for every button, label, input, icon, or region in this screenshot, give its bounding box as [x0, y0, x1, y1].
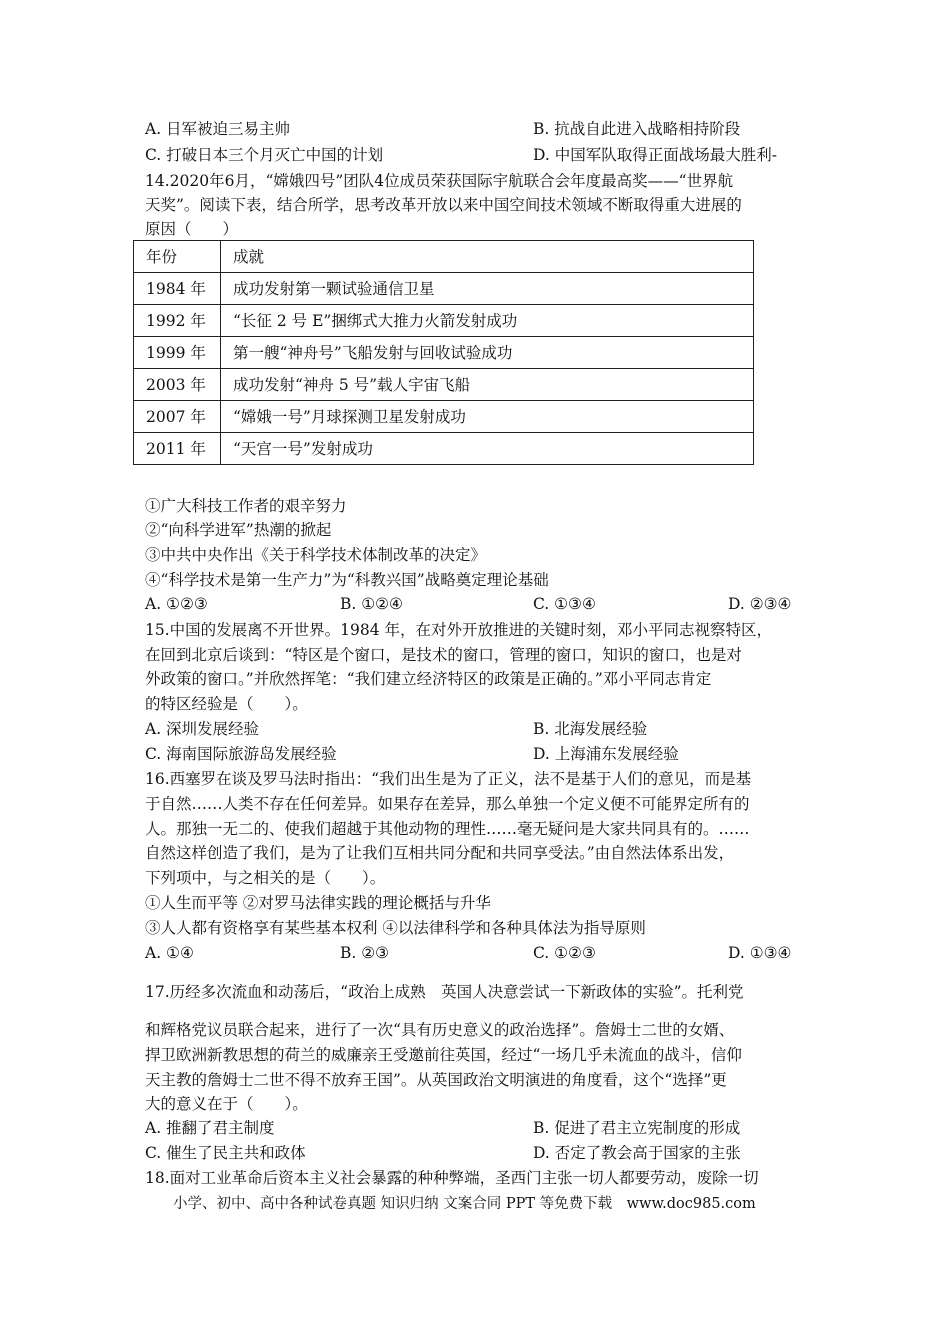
q16-stem-line: 人。那独一无二的、使我们超越于其他动物的理性……毫无疑问是大家共同具有的。……: [145, 820, 750, 838]
q14-item: ②“向科学进军”热潮的掀起: [145, 521, 332, 539]
q15-stem-line: 在回到北京后谈到：“特区是个窗口，是技术的窗口，管理的窗口，知识的窗口，也是对: [145, 646, 742, 664]
cell-year: 2011 年: [134, 433, 221, 465]
cell-year: 1992 年: [134, 305, 221, 337]
q14-option-c: C. ①③④: [533, 595, 596, 613]
cell-year: 1984 年: [134, 273, 221, 305]
cell-achievement: 成功发射“神舟 5 号”载人宇宙飞船: [221, 369, 754, 401]
q17-option-c: C. 催生了民主共和政体: [145, 1144, 306, 1162]
q16-option-d: D. ①③④: [728, 944, 792, 962]
cell-achievement: “嫦娥一号”月球探测卫星发射成功: [221, 401, 754, 433]
header-achievement: 成就: [221, 241, 754, 273]
cell-year: 1999 年: [134, 337, 221, 369]
q17-stem-line: 捍卫欧洲新教思想的荷兰的威廉亲王受邀前往英国，经过“一场几乎未流血的战斗，信仰: [145, 1046, 742, 1064]
q16-item: ③人人都有资格享有某些基本权利 ④以法律科学和各种具体法为指导原则: [145, 919, 646, 937]
q15-option-d: D. 上海浦东发展经验: [533, 745, 679, 763]
q16-stem-line: 下列项中，与之相关的是（ ）。: [145, 869, 386, 887]
table-row: [134, 273, 754, 305]
q13-option-b: B. 抗战自此进入战略相持阶段: [533, 120, 741, 138]
q17-option-a: A. 推翻了君主制度: [145, 1119, 275, 1137]
q13-option-d: D. 中国军队取得正面战场最大胜利-: [533, 146, 777, 164]
q17-option-b: B. 促进了君主立宪制度的形成: [533, 1119, 741, 1137]
q14-stem-line: 14.2020年6月，“嫦娥四号”团队4位成员荣获国际宇航联合会年度最高奖——“世界航: [145, 172, 734, 190]
q13-option-c: C. 打破日本三个月灭亡中国的计划: [145, 146, 384, 164]
q15-option-b: B. 北海发展经验: [533, 720, 648, 738]
table-row: [134, 305, 754, 337]
cell-year: 2003 年: [134, 369, 221, 401]
header-year: 年份: [134, 241, 221, 273]
q16-stem-line: 于自然……人类不存在任何差异。如果存在差异，那么单独一个定义便不可能界定所有的: [145, 795, 750, 813]
q16-item: ①人生而平等 ②对罗马法律实践的理论概括与升华: [145, 894, 491, 912]
table-row: [134, 337, 754, 369]
q16-option-c: C. ①②③: [533, 944, 596, 962]
q16-stem-line: 16.西塞罗在谈及罗马法时指出：“我们出生是为了正义，法不是基于人们的意见，而是基: [145, 770, 752, 788]
q14-item: ③中共中央作出《关于科学技术体制改革的决定》: [145, 546, 487, 564]
q16-stem-line: 自然这样创造了我们，是为了让我们互相共同分配和共同享受法。”由自然法体系出发，: [145, 844, 735, 862]
q14-option-a: A. ①②③: [145, 595, 208, 613]
q17-option-d: D. 否定了教会高于国家的主张: [533, 1144, 741, 1162]
cell-achievement: “长征 2 号 E”捆绑式大推力火箭发射成功: [221, 305, 754, 337]
q15-stem-line: 15.中国的发展离不开世界。1984 年，在对外开放推进的关键时刻，邓小平同志视察特区，: [145, 621, 773, 639]
q18-stem-line: 18.面对工业革命后资本主义社会暴露的种种弊端，圣西门主张一切人都要劳动，废除一切: [145, 1169, 759, 1187]
q15-stem-line: 的特区经验是（ ）。: [145, 695, 308, 713]
q17-stem-line: 和辉格党议员联合起来，进行了一次“具有历史意义的政治选择”。詹姆士二世的女婿、: [145, 1021, 735, 1039]
q17-stem-line: 大的意义在于（ ）。: [145, 1095, 308, 1113]
q16-option-b: B. ②③: [340, 944, 390, 962]
q14-stem-line: 天奖”。阅读下表，结合所学，思考改革开放以来中国空间技术领域不断取得重大进展的: [145, 196, 742, 214]
q17-stem-line: 天主教的詹姆士二世不得不放弃王国”。从英国政治文明演进的角度看，这个“选择”更: [145, 1071, 727, 1089]
q14-item: ④“科学技术是第一生产力”为“科教兴国”战略奠定理论基础: [145, 571, 549, 589]
q16-option-a: A. ①④: [145, 944, 194, 962]
q14-stem-line: 原因（ ）: [145, 220, 239, 238]
page-footer: 小学、初中、高中各种试卷真题 知识归纳 文案合同 PPT 等免费下载 www.doc985.com: [173, 1196, 756, 1212]
cell-achievement: 成功发射第一颗试验通信卫星: [221, 273, 754, 305]
achievements-table: [133, 240, 754, 465]
q14-item: ①广大科技工作者的艰辛努力: [145, 497, 347, 515]
q15-stem-line: 外政策的窗口。”并欣然挥笔：“我们建立经济特区的政策是正确的。”邓小平同志肯定: [145, 670, 712, 688]
q13-option-a: A. 日军被迫三易主帅: [145, 120, 291, 138]
table-row: [134, 433, 754, 465]
q17-stem-line: 17.历经多次流血和动荡后，“政治上成熟 英国人决意尝试一下新政体的实验”。托利党: [145, 983, 744, 1001]
cell-achievement: 第一艘“神舟号”飞船发射与回收试验成功: [221, 337, 754, 369]
cell-year: 2007 年: [134, 401, 221, 433]
q14-option-b: B. ①②④: [340, 595, 403, 613]
q15-option-c: C. 海南国际旅游岛发展经验: [145, 745, 337, 763]
table-row: [134, 369, 754, 401]
q14-option-d: D. ②③④: [728, 595, 792, 613]
table-row: [134, 401, 754, 433]
q15-option-a: A. 深圳发展经验: [145, 720, 260, 738]
cell-achievement: “天宫一号”发射成功: [221, 433, 754, 465]
table-header-row: [134, 241, 754, 273]
